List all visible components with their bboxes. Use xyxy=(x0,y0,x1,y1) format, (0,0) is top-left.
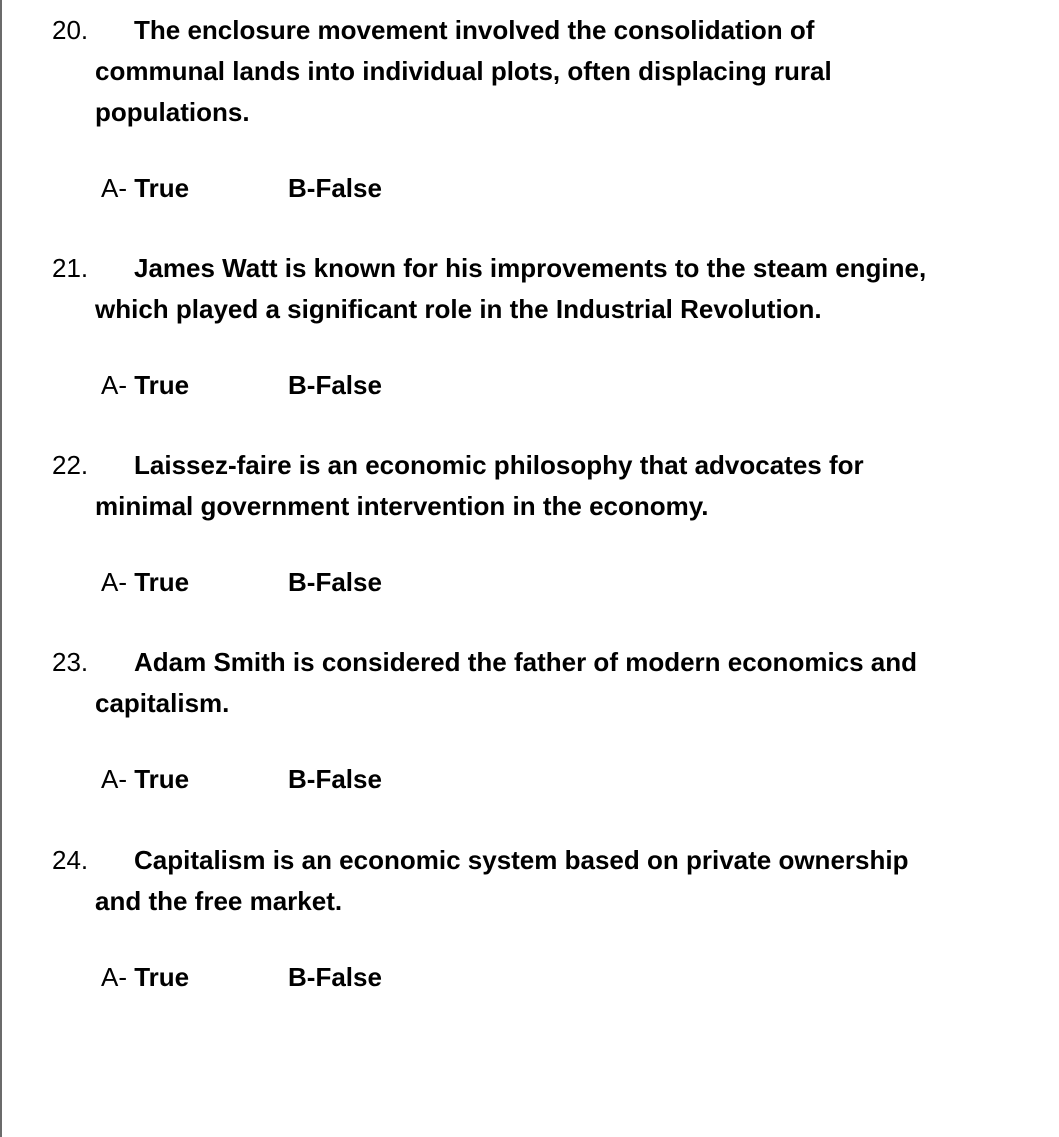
option-true[interactable] xyxy=(101,168,189,209)
option-label: False xyxy=(315,567,382,597)
option-label: True xyxy=(134,567,190,597)
option-false[interactable] xyxy=(288,365,382,406)
answer-options xyxy=(52,168,1052,209)
answer-options xyxy=(52,365,1052,406)
option-letter: A- xyxy=(101,567,135,597)
question-text: communal lands into individual plots, often displacing rural xyxy=(95,56,832,86)
option-letter: B- xyxy=(288,370,316,400)
question-text: capitalism. xyxy=(95,688,230,718)
option-label: False xyxy=(315,370,382,400)
question-first-line xyxy=(52,642,1052,683)
question-first-line xyxy=(52,248,1052,289)
option-false[interactable] xyxy=(288,168,382,209)
option-label: True xyxy=(134,962,190,992)
question-22 xyxy=(52,445,1052,603)
option-letter: B- xyxy=(288,567,316,597)
option-false[interactable] xyxy=(288,957,382,998)
option-letter: A- xyxy=(101,173,135,203)
question-text: Capitalism is an economic system based on private ownership xyxy=(134,845,909,875)
question-text: Adam Smith is considered the father of modern economics and xyxy=(134,647,918,677)
question-21 xyxy=(52,248,1052,406)
question-text: minimal government intervention in the economy. xyxy=(95,491,709,521)
option-letter: B- xyxy=(288,962,316,992)
option-label: True xyxy=(134,173,190,203)
option-true[interactable] xyxy=(101,365,189,406)
answer-options xyxy=(52,562,1052,603)
option-true[interactable] xyxy=(101,562,189,603)
question-first-line xyxy=(52,840,1052,881)
answer-options xyxy=(52,957,1052,998)
question-text: which played a significant role in the Industrial Revolution. xyxy=(95,294,822,324)
answer-options xyxy=(52,759,1052,800)
question-24 xyxy=(52,840,1052,998)
question-first-line xyxy=(52,445,1052,486)
question-number: 23. xyxy=(52,647,89,677)
option-true[interactable] xyxy=(101,759,189,800)
option-label: False xyxy=(315,764,382,794)
option-label: False xyxy=(315,962,382,992)
question-number: 20. xyxy=(52,15,89,45)
option-letter: B- xyxy=(288,764,316,794)
question-first-line xyxy=(52,10,1052,51)
option-label: False xyxy=(315,173,382,203)
option-letter: A- xyxy=(101,370,135,400)
option-letter: B- xyxy=(288,173,316,203)
option-letter: A- xyxy=(101,764,135,794)
question-number: 21. xyxy=(52,253,89,283)
left-margin-rule xyxy=(0,0,2,1137)
question-23 xyxy=(52,642,1052,800)
question-20 xyxy=(52,10,1052,209)
option-label: True xyxy=(134,764,190,794)
option-label: True xyxy=(134,370,190,400)
question-number: 22. xyxy=(52,450,89,480)
question-text: James Watt is known for his improvements to the steam engine, xyxy=(134,253,927,283)
option-true[interactable] xyxy=(101,957,189,998)
question-number: 24. xyxy=(52,845,89,875)
question-text: and the free market. xyxy=(95,886,343,916)
option-false[interactable] xyxy=(288,759,382,800)
question-text: Laissez-faire is an economic philosophy that advocates for xyxy=(134,450,864,480)
option-false[interactable] xyxy=(288,562,382,603)
question-text: The enclosure movement involved the consolidation of xyxy=(134,15,815,45)
question-text: populations. xyxy=(95,97,250,127)
option-letter: A- xyxy=(101,962,135,992)
